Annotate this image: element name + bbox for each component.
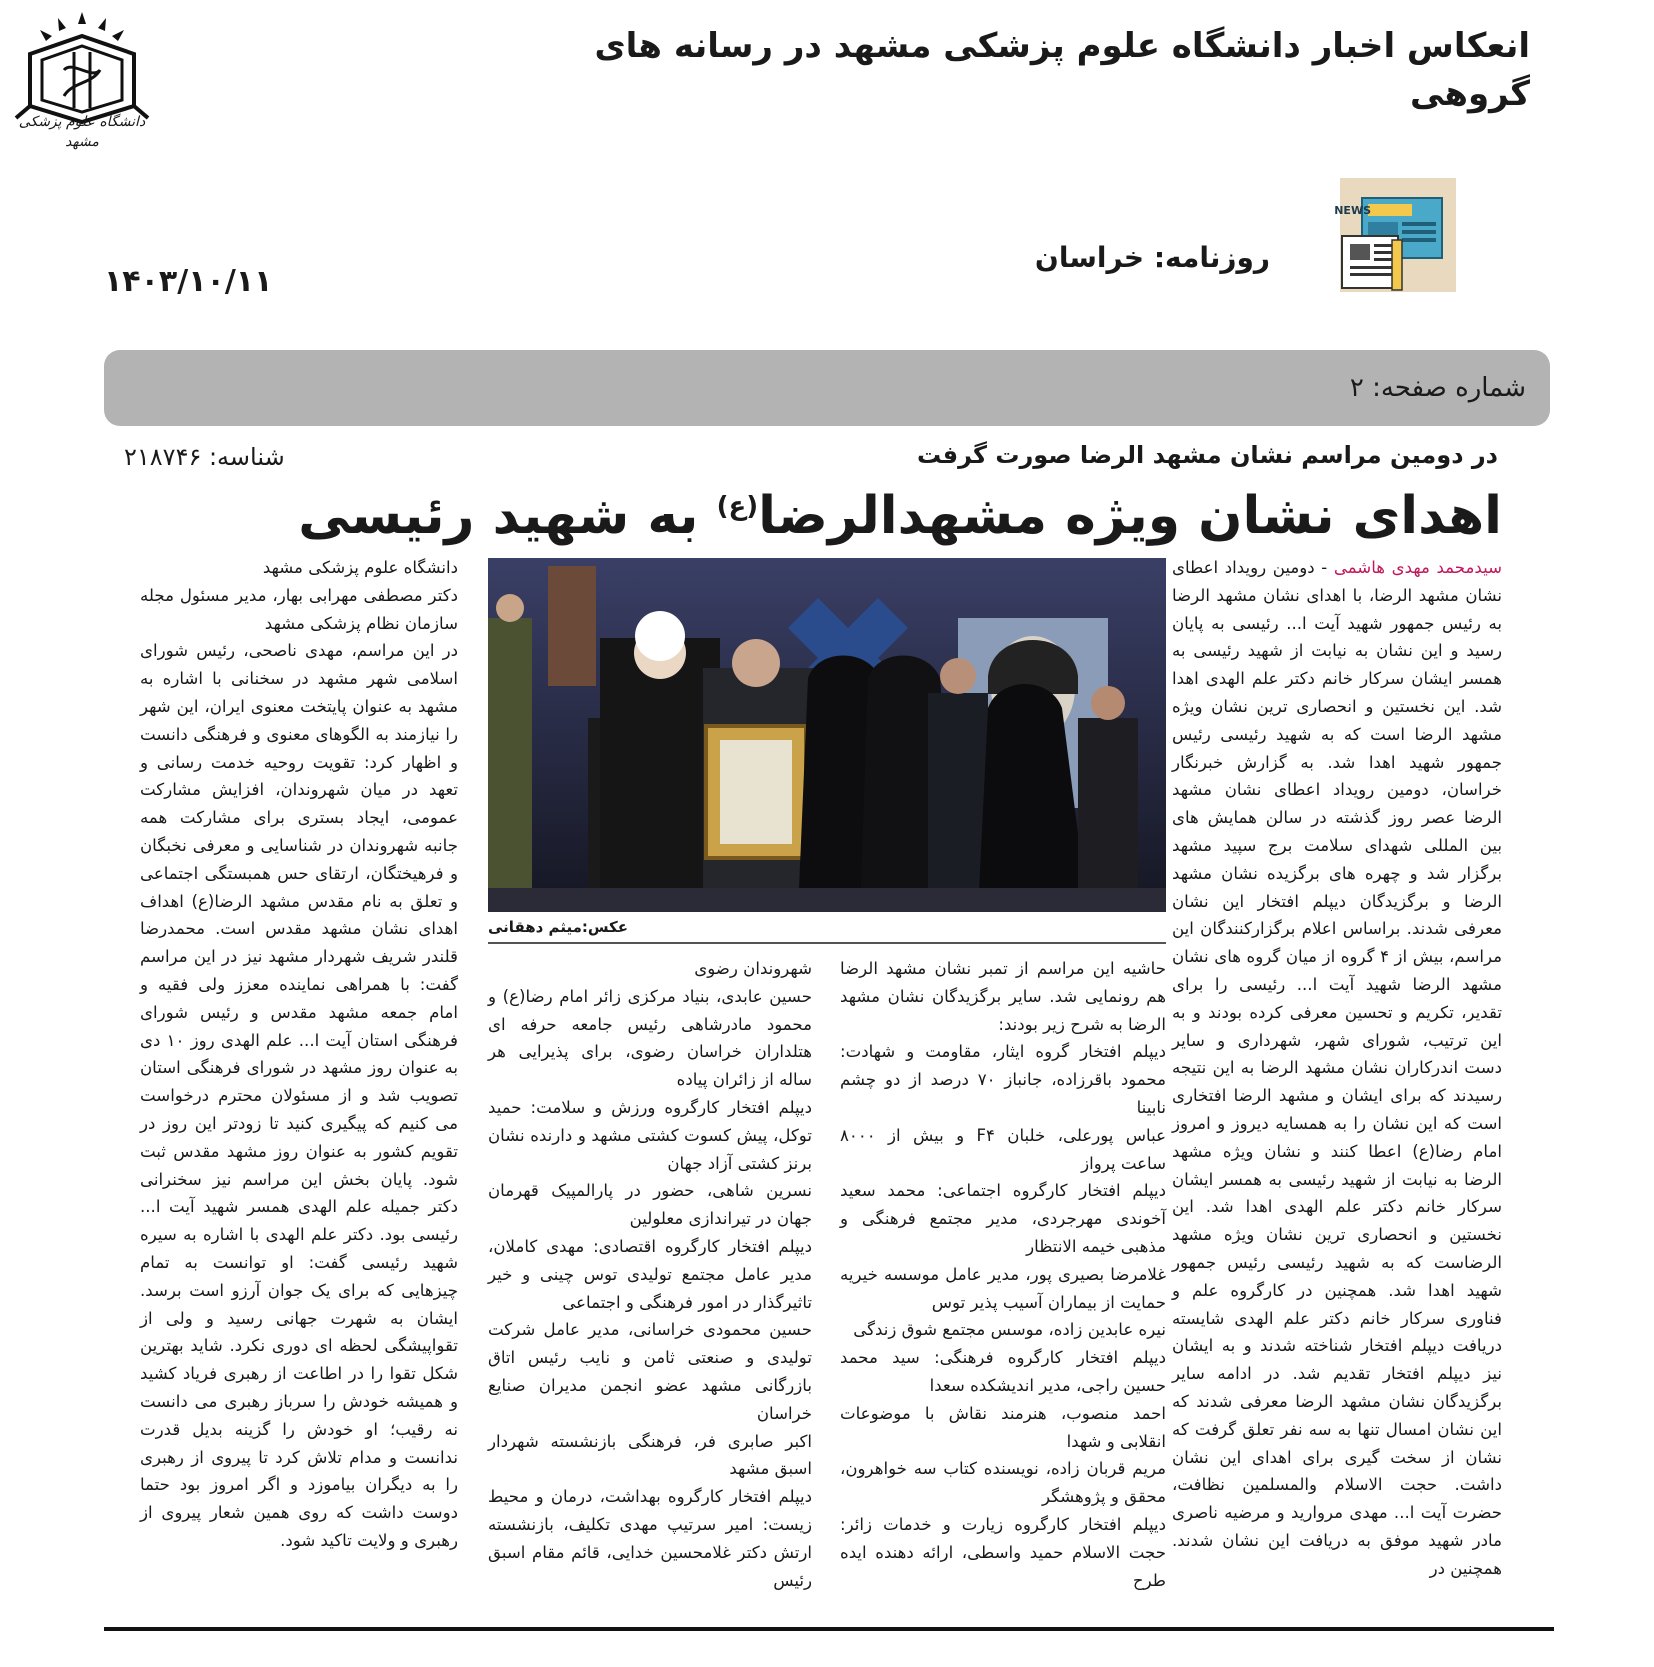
logo-caption: دانشگاه علوم پزشکی مشهد xyxy=(18,114,146,150)
paragraph: مریم قربان زاده، نویسنده کتاب سه خواهرون، محقق و پژوهشگر xyxy=(840,1459,1166,1507)
paragraph: عباس پورعلی، خلبان F۴ و بیش از ۸۰۰۰ ساعت پرواز xyxy=(840,1125,1166,1173)
news-icon-text: NEWS xyxy=(1334,204,1371,217)
article-identifier: شناسه: ۲۱۸۷۴۶ xyxy=(124,443,285,471)
article-column-2 xyxy=(840,955,1166,1594)
paragraph: دیپلم افتخار کارگروه بهداشت، درمان و محیط زیست: امیر سرتیپ مهدی تکلیف، بازنشسته ارتش دکتر غلامحسین خدایی، قائم مقام اسبق رئیس xyxy=(488,1487,812,1590)
page-number: شماره صفحه: ۲ xyxy=(1349,373,1526,403)
paragraph: دیپلم افتخار کارگروه ورزش و سلامت: حمید توکل، پیش کسوت کشتی مشهد و دارنده نشان برنز کشتی آزاد جهان xyxy=(488,1097,812,1173)
lead-text: - دومین رویداد اعطای نشان مشهد الرضا، با اهدای نشان مشهد الرضا به رئیس جمهور شهید آیت ا... رئیسی به پایان رسید و این نشان به نیابت از شهید رئیسی به همسر ایشان سرکار خانم دکتر علم الهدی اهدا شد. این نخستین و انحصاری ترین نشان ویژه مشهد الرضا است که به شهید رئیسی رئیس جمهور شهید اهدا شد. به گزارش خبرنگار خراسان، دومین رویداد اعطای نشان مشهد الرضا عصر روز گذشته در سالن همایش های بین المللی شهدای سلامت برج سپید مشهد برگزار شد و چهره های برگزیده نشان مشهد الرضا و برگزیدگان دیپلم افتخار این نشان معرفی شدند. براساس اعلام برگزارکنندگان این مراسم، بیش از ۴ گروه از میان گروه های نشان مشهد الرضا شهید آیت ا... رئیسی را برای تقدیر، تکریم و تحسین معرفی کرده بودند و به این ترتیب، شورای شهر، شهرداری و سایر دست اندرکاران نشان مشهد الرضا به این نتیجه رسیدند که برای ایشان و مشهد الرضا افتخاری است که این نشان را به همسایه دیروز و امروز امام رضا(ع) اعطا کنند و نشان ویژه مشهد الرضا به نیابت از شهید رئیسی به همسر ایشان سرکار خانم دکتر علم الهدی اهدا شد. این نخستین و انحصاری ترین نشان ویژه مشهد الرضاست که به شهید رئیسی رئیس جمهور شهید اهدا شد. همچنین در کارگروه علم و فناوری سرکار خانم دکتر علم الهدی شایسته دریافت دیپلم افتخار شناخته شدند و به ایشان نیز دیپلم افتخار تقدیم شد. در ادامه سایر برگزیدگان نشان مشهد الرضا معرفی شدند که این نشان امسال تنها به سه نفر تعلق گرفت که نشان از سخت گیری برای اهدای این نشان داشت. حجت الاسلام والمسلمین نظافت، حضرت آیت ا... مهدی مروارید و مرضیه ناصری مادر شهید موفق به دریافت این نشان شدند. همچنین در xyxy=(1172,558,1502,1578)
page-number-bar xyxy=(104,350,1550,426)
newspaper-label: روزنامه: خراسان xyxy=(1034,241,1270,274)
paragraph: حسین محمودی خراسانی، مدیر عامل شرکت تولیدی و صنعتی ثامن و نایب رئیس اتاق بازرگانی مشهد عضو انجمن مدیران صنایع خراسان xyxy=(488,1320,812,1423)
paragraph: نیره عابدین زاده، موسس مجتمع شوق زندگی xyxy=(853,1320,1166,1340)
paragraph xyxy=(1172,554,1502,1582)
headline-superscript: (ع) xyxy=(716,491,759,522)
paragraph: دیپلم افتخار کارگروه زیارت و خدمات زائر: حجت الاسلام حمید واسطی، ارائه دهنده ایده طرح xyxy=(840,1514,1166,1590)
paragraph: حاشیه این مراسم از تمبر نشان مشهد الرضا هم رونمایی شد. سایر برگزیدگان نشان مشهد الرضا به شرح زیر بودند: xyxy=(840,959,1166,1034)
paragraph: اکبر صابری فر، فرهنگی بازنشسته شهردار اسبق مشهد xyxy=(488,1431,812,1479)
paragraph: دکتر مصطفی مهرابی بهار، مدیر مسئول مجله سازمان نظام پزشکی مشهد xyxy=(140,585,458,633)
paragraph: دانشگاه علوم پزشکی مشهد xyxy=(262,558,458,577)
paragraph: در این مراسم، مهدی ناصحی، رئیس شورای اسلامی شهر مشهد در سخنانی با اشاره به مشهد به عنوان پایتخت معنوی ایران، این شهر را نیازمند به الگوهای معنوی و فرهنگی دانست و اظهار کرد: تقویت روحیه خدمت رسانی و تعهد در میان شهروندان، افزایش مشارکت عمومی، ایجاد بستری برای مشارکت همه جانبه شهروندان در شناسایی و معرفی نخبگان و فرهیختگان، ارتقای حس همبستگی اجتماعی و تعلق به نام مقدس مشهد الرضا(ع) اهداف اهدای نشان مشهد مقدس است. محمدرضا قلندر شریف شهردار مشهد نیز در این مراسم گفت: با همراهی نماینده معزز ولی فقیه و امام جمعه مشهد مقدس و رئیس شورای فرهنگی استان آیت ا... علم الهدی روز ۱۰ دی به عنوان روز مشهد در شورای فرهنگی استان تصویب شد و از مسئولان محترم درخواست می کنیم که پیگیری کنید تا زودتر این روز در تقویم کشور به عنوان روز مشهد مقدس ثبت شود. پایان بخش این مراسم نیز سخنرانی دکتر جمیله علم الهدی همسر شهید آیت ا... رئیسی بود. دکتر علم الهدی با اشاره به سیره شهید رئیسی گفت: او توانست به تمام چیزهایی که برای یک جوان آرزو است برسد. ایشان به شهرت جهانی رسید و ولی از تقواپیشگی لحظه ای دوری نکرد. شاید بهترین شکل تقوا را در اطاعت از رهبری فریاد کشید و همیشه خودش را سرباز رهبری می دانست نه رقیب؛ او خودش را گزینه بدیل قدرت ندانست و مدام تلاش کرد تا پیروی از رهبری را به دیگران بیاموزد و اگر امروز بود حتما دوست داشت که روی همین شعار پیروی از رهبری و ولایت تاکید شود. xyxy=(140,641,458,1550)
article-column-1 xyxy=(1172,554,1502,1582)
publication-date: ۱۴۰۳/۱۰/۱۱ xyxy=(104,264,273,299)
paragraph: نسرین شاهی، حضور در پارالمپیک قهرمان جهان در تیراندازی معلولین xyxy=(488,1181,812,1229)
article-column-4 xyxy=(140,554,458,1555)
page-title: انعکاس اخبار دانشگاه علوم پزشکی مشهد در رسانه های گروهی xyxy=(594,26,1530,114)
paragraph: حسین عابدی، بنیاد مرکزی زائر امام رضا(ع) و محمود مادرشاهی رئیس جامعه حرفه ای هتلداران خراسان رضوی، برای پذیرایی هر ساله از زائران پیاده xyxy=(488,986,812,1090)
paragraph: دیپلم افتخار گروه ایثار، مقاومت و شهادت: محمود باقرزاده، جانباز ۷۰ درصد از دو چشم نابینا xyxy=(840,1042,1167,1117)
headline-end: به شهید رئیسی xyxy=(298,486,717,546)
photo-divider xyxy=(488,942,1166,944)
article-column-3 xyxy=(488,955,812,1594)
paragraph: دیپلم افتخار کارگروه اجتماعی: محمد سعید آخوندی مهرجردی، مدیر مجتمع فرهنگی و مذهبی خیمه الانتظار xyxy=(840,1181,1166,1256)
article-byline: سیدمحمد مهدی هاشمی xyxy=(1333,558,1502,577)
bottom-divider xyxy=(104,1627,1554,1631)
paragraph: دیپلم افتخار کارگروه فرهنگی: سید محمد حسین راجی، مدیر اندیشکده سعدا xyxy=(840,1348,1166,1395)
photo-credit: عکس:میثم دهقانی xyxy=(488,918,629,936)
newspaper-icon xyxy=(1334,178,1456,292)
paragraph: احمد منصوب، هنرمند نقاش با موضوعات انقلابی و شهدا xyxy=(840,1403,1166,1451)
article-headline xyxy=(298,476,1502,556)
article-kicker: در دومین مراسم نشان مشهد الرضا صورت گرفت xyxy=(916,441,1498,469)
paragraph: غلامرضا بصیری پور، مدیر عامل موسسه خیریه حمایت از بیماران آسیب پذیر توس xyxy=(840,1264,1166,1312)
headline-main: اهدای نشان ویژه مشهدالرضا xyxy=(758,486,1502,546)
paragraph: شهروندان رضوی xyxy=(694,959,812,978)
article-photo xyxy=(488,558,1166,912)
paragraph: دیپلم افتخار کارگروه اقتصادی: مهدی کاملان، مدیر عامل مجتمع تولیدی توس چینی و خیر تاثیرگذار در امور فرهنگی و اجتماعی xyxy=(488,1236,812,1312)
